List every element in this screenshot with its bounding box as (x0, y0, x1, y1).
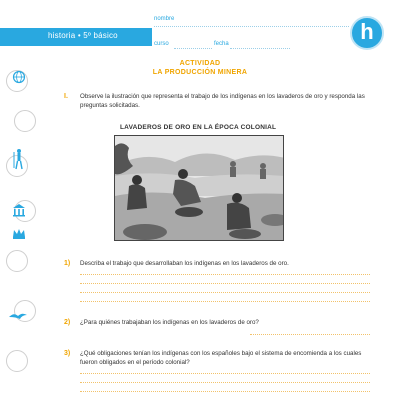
subject-name: historia (48, 31, 76, 40)
course-field[interactable] (174, 48, 212, 49)
globe-icon (12, 70, 26, 84)
swirl-decoration (6, 350, 28, 372)
activity-label: ACTIVIDAD (179, 60, 221, 67)
logo-letter: h (360, 19, 374, 44)
question-1-answer-line[interactable] (80, 301, 370, 302)
question-1-answer-line[interactable] (80, 283, 370, 284)
name-field[interactable] (154, 26, 349, 27)
instruction-text: Observe la ilustración que representa el trabajo de los indígenas en los lavaderos de oro y responda las preguntas solicitadas. (80, 93, 365, 109)
question-3-text: ¿Qué obligaciones tenían los indígenas con los españoles bajo el sistema de encomienda a los cuales fueron obligados en el período colonial? (80, 350, 362, 366)
grade-label: 5º básico (83, 31, 118, 40)
question-3-answer-line[interactable] (80, 382, 370, 383)
subject-banner (0, 28, 152, 46)
question-3-answer-line[interactable] (80, 373, 370, 374)
question-1-text: Describa el trabajo que desarrollaban los indígenas en los lavaderos de oro. (80, 260, 289, 267)
instruction-number: I. (64, 93, 68, 100)
question-2-answer-line[interactable] (250, 334, 370, 335)
illustration-title: LAVADEROS DE ORO EN LA ÉPOCA COLONIAL (120, 124, 277, 131)
question-1-answer-line[interactable] (80, 292, 370, 293)
explorer-figure-icon (12, 148, 26, 170)
bird-icon (8, 309, 28, 323)
student-info-fields (152, 14, 362, 54)
question-2-text: ¿Para quiénes trabajaban los indígenas en los lavaderos de oro? (80, 319, 259, 326)
activity-title: LA PRODUCCIÓN MINERA (152, 69, 248, 76)
swirl-decoration (14, 110, 36, 132)
question-1-number: 1) (64, 260, 71, 267)
course-label: curso (154, 41, 169, 47)
name-label: nombre (154, 16, 175, 22)
crown-icon (12, 226, 26, 240)
subject-separator: • (77, 31, 81, 40)
question-1-answer-line[interactable] (80, 274, 370, 275)
date-field[interactable] (230, 48, 290, 49)
question-2-number: 2) (64, 319, 71, 326)
subject-label (48, 31, 118, 40)
question-3-answer-line[interactable] (80, 391, 370, 392)
question-3-number: 3) (64, 350, 71, 357)
swirl-decoration (6, 250, 28, 272)
temple-icon (12, 203, 26, 217)
gold-washing-illustration (114, 135, 284, 241)
date-label: fecha (214, 41, 229, 47)
logo-icon (350, 16, 384, 50)
